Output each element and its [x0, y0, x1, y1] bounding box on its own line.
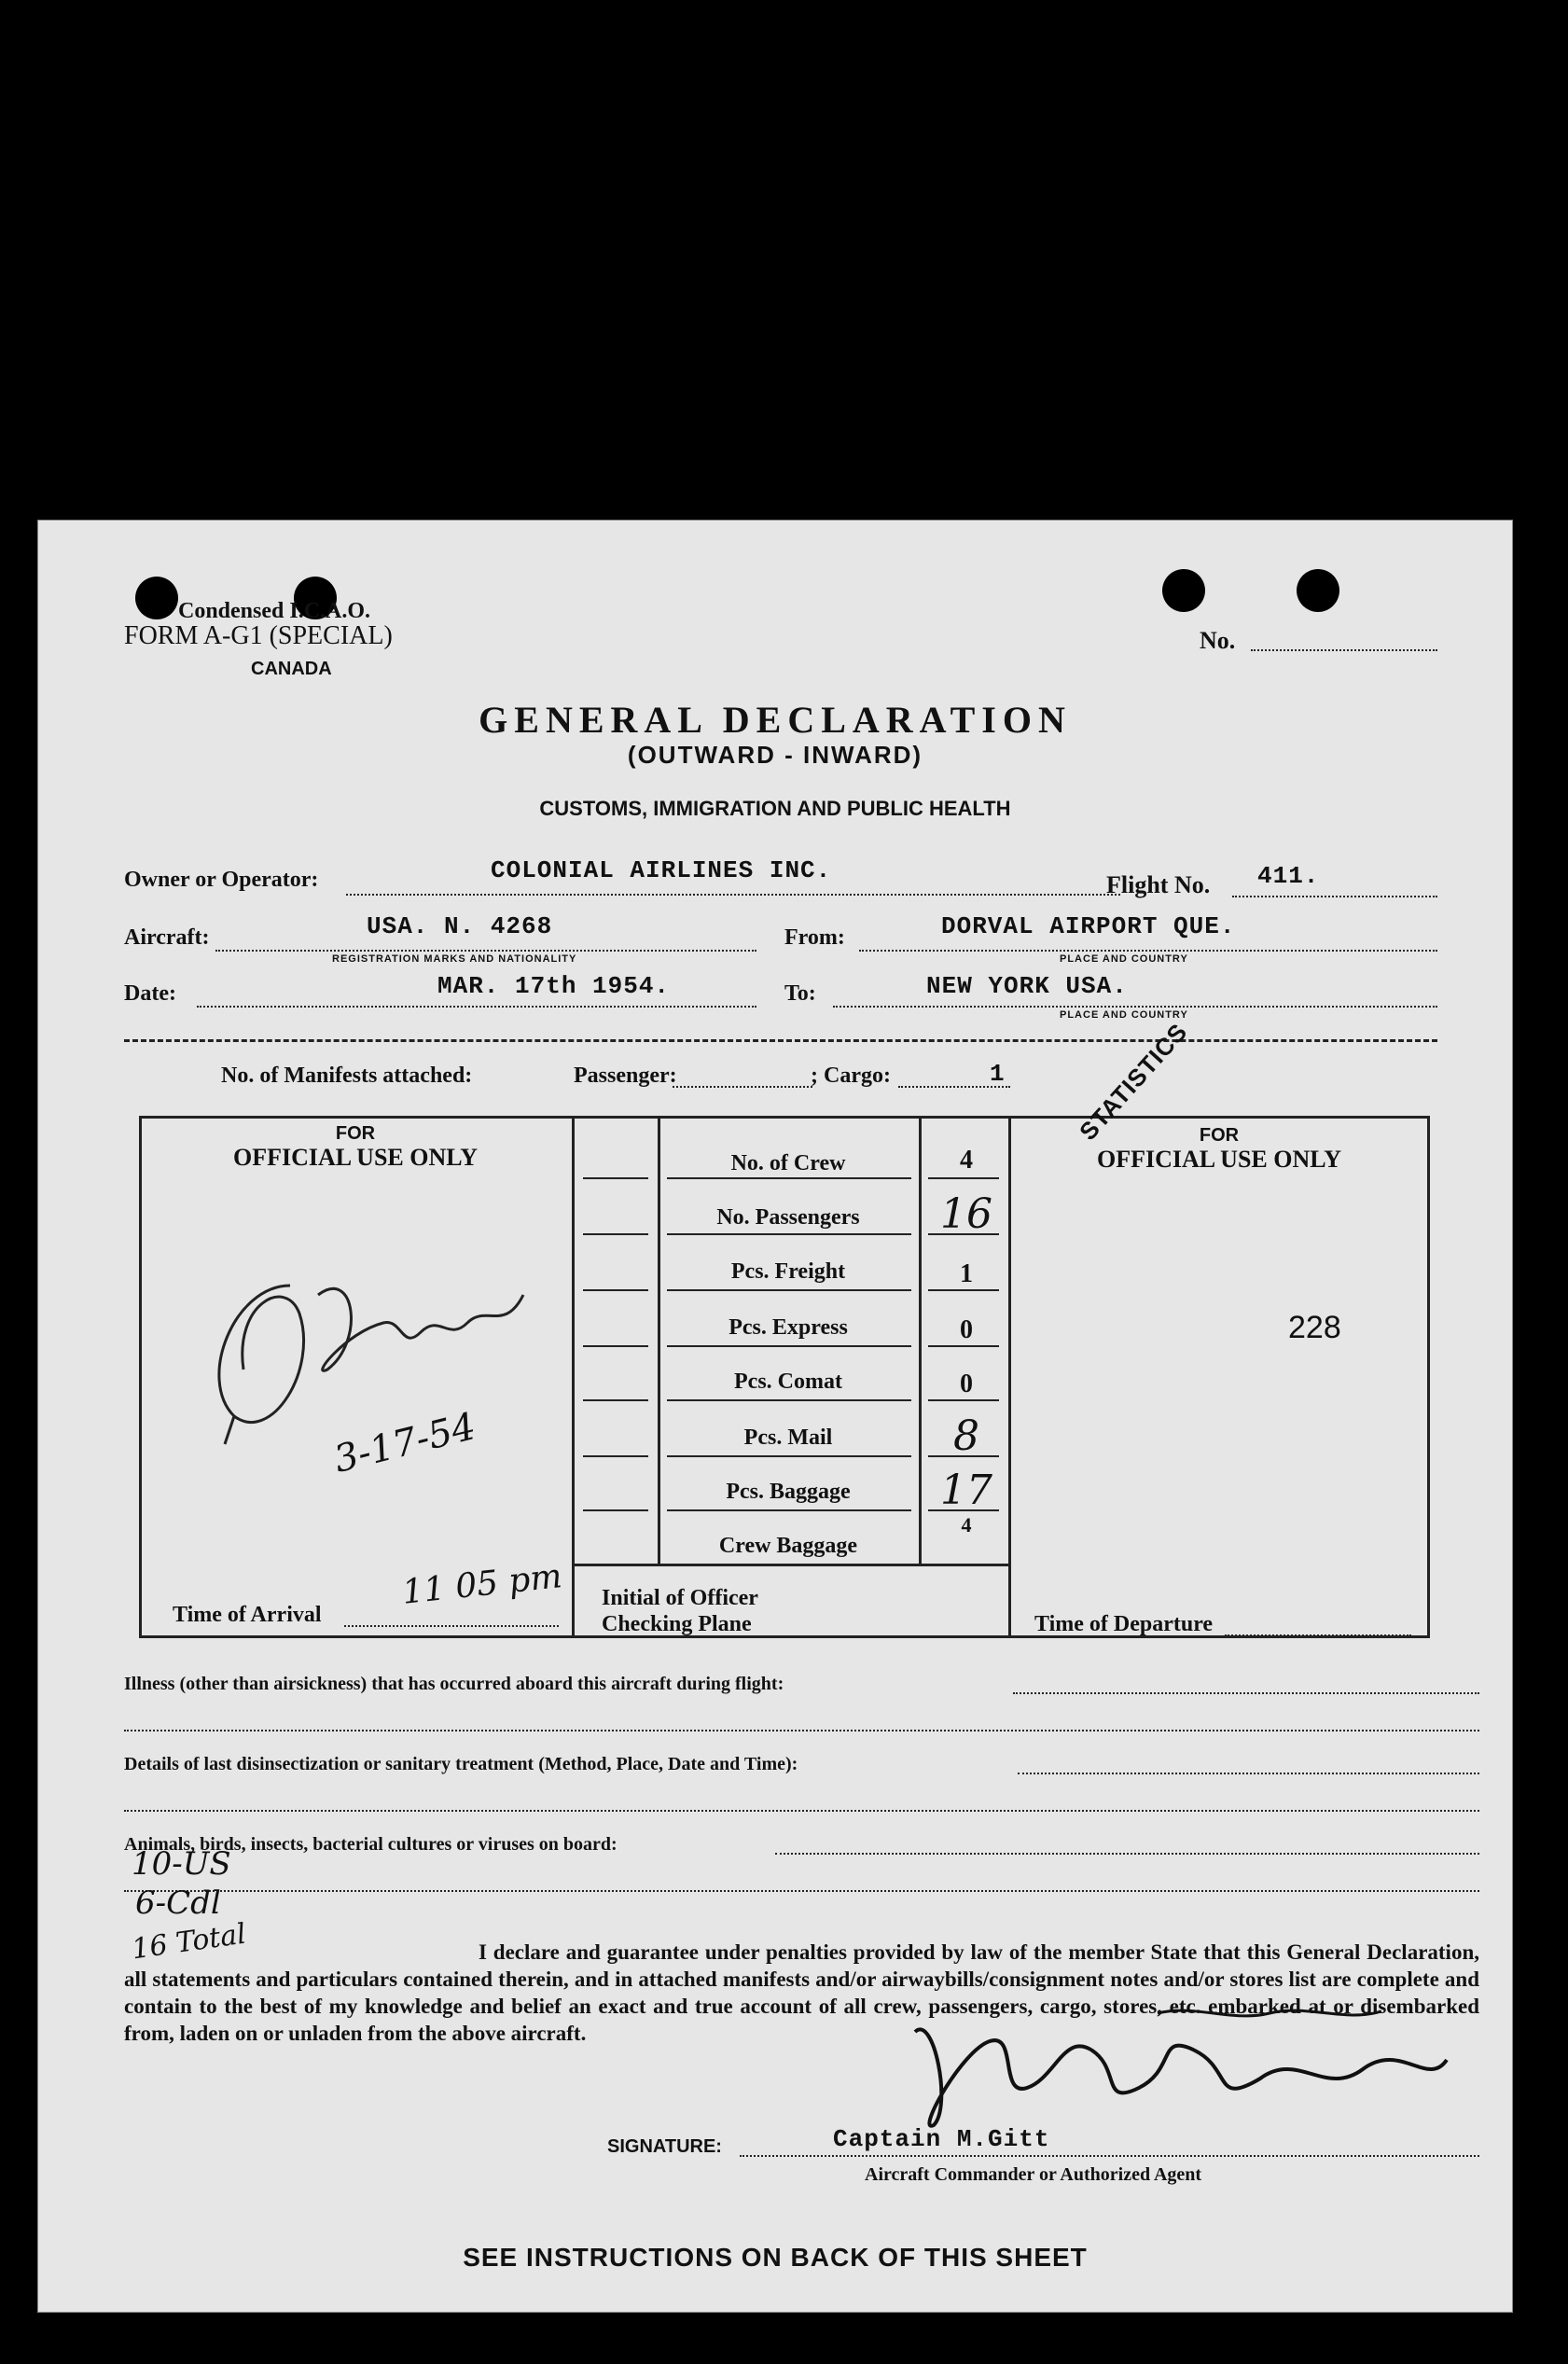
left-box-hand-date: 3-17-54 — [329, 1405, 480, 1481]
row-rule — [667, 1509, 911, 1511]
left-for: FOR — [335, 1123, 376, 1144]
box-divider — [919, 1116, 922, 1564]
hand-note-us: 10-US — [132, 1845, 231, 1883]
declaration-sheet — [37, 520, 1513, 2313]
count-value-mail: 8 — [953, 1412, 979, 1460]
manifests-label: No. of Manifests attached: — [221, 1064, 473, 1088]
signature-value: Captain M.Gitt — [833, 2125, 1050, 2153]
statistics-stamp: STATISTICS — [1074, 1017, 1193, 1147]
time-of-arrival-line — [344, 1625, 559, 1627]
row-rule — [583, 1289, 648, 1291]
initial-officer-label: Initial of Officer — [602, 1586, 758, 1610]
right-for: FOR — [1199, 1125, 1240, 1146]
row-rule — [583, 1345, 648, 1347]
row-rule — [928, 1177, 999, 1179]
to-caption: PLACE AND COUNTRY — [1060, 1009, 1188, 1021]
commander-handwritten-signature — [878, 1995, 1456, 2144]
right-official-title: OFFICIAL USE ONLY — [1097, 1146, 1341, 1173]
row-rule — [667, 1289, 911, 1291]
row-rule — [928, 1455, 999, 1457]
separator-rule — [124, 1039, 1437, 1042]
row-rule — [928, 1509, 999, 1511]
row-rule — [667, 1233, 911, 1235]
date-line — [197, 1006, 756, 1008]
time-of-arrival-label: Time of Arrival — [173, 1603, 322, 1627]
flight-value: 411. — [1257, 862, 1320, 890]
aircraft-line — [215, 950, 756, 952]
date-label: Date: — [124, 981, 176, 1006]
row-rule — [583, 1399, 648, 1401]
row-rule — [928, 1233, 999, 1235]
from-line — [859, 950, 1437, 952]
count-label-baggage: Pcs. Baggage — [726, 1480, 851, 1504]
right-box-number: 228 — [1288, 1310, 1341, 1345]
disinsect-line-2 — [124, 1810, 1479, 1812]
illness-line — [1013, 1692, 1479, 1694]
footer-instructions: SEE INSTRUCTIONS ON BACK OF THIS SHEET — [463, 2243, 1088, 2272]
time-of-departure-line — [1225, 1634, 1411, 1636]
row-rule — [583, 1233, 648, 1235]
punch-hole — [135, 577, 178, 619]
form-no-line — [1251, 649, 1437, 651]
box-divider — [1008, 1116, 1011, 1638]
manifests-passenger-label: Passenger: — [574, 1064, 677, 1088]
form-country: CANADA — [251, 659, 332, 679]
count-value-freight: 1 — [960, 1259, 973, 1288]
time-of-departure-label: Time of Departure — [1034, 1612, 1214, 1636]
row-rule — [928, 1399, 999, 1401]
page-title: GENERAL DECLARATION — [479, 699, 1072, 741]
box-divider — [572, 1564, 1008, 1566]
owner-line — [346, 894, 1120, 896]
count-label-express: Pcs. Express — [728, 1315, 848, 1340]
row-rule — [667, 1345, 911, 1347]
signature-label: SIGNATURE: — [607, 2136, 722, 2157]
from-caption: PLACE AND COUNTRY — [1060, 953, 1188, 965]
punch-hole — [1162, 569, 1205, 612]
left-official-title: OFFICIAL USE ONLY — [233, 1144, 478, 1171]
row-rule — [928, 1345, 999, 1347]
count-value-baggage: 17 — [940, 1467, 992, 1514]
from-value: DORVAL AIRPORT QUE. — [941, 912, 1236, 940]
declaration-text: I declare and guarantee under penalties provided by law of the member State that this General Declaration, all statements and particulars contained therein, and in attached manifests and/or airwaybills/consignment notes and/or stores list are complete and contain to the best of my knowledge and belief an exact and true account of all crew, passengers, cargo, stores, etc. embarked at or disembarked from, laden on or unladen from the above aircraft. — [124, 1940, 1479, 2045]
count-label-mail: Pcs. Mail — [743, 1425, 833, 1450]
time-of-arrival-hand: 11 05 pm — [400, 1557, 564, 1612]
count-value-crew-baggage: 4 — [961, 1513, 972, 1537]
signature-line — [740, 2155, 1479, 2157]
count-label-passengers: No. Passengers — [716, 1205, 860, 1230]
row-rule — [583, 1455, 648, 1457]
punch-hole — [1297, 569, 1339, 612]
hand-note-cdl: 6-Cdl — [135, 1884, 221, 1922]
animals-line — [775, 1853, 1479, 1855]
row-rule — [667, 1399, 911, 1401]
form-org: Condensed I.C.A.O. — [178, 599, 371, 623]
date-value: MAR. 17th 1954. — [437, 972, 671, 1000]
count-value-passengers: 16 — [940, 1190, 992, 1238]
to-label: To: — [784, 981, 816, 1006]
count-value-express: 0 — [960, 1315, 973, 1344]
disinsect-line — [1018, 1773, 1479, 1774]
row-rule — [667, 1455, 911, 1457]
owner-label: Owner or Operator: — [124, 868, 319, 892]
from-label: From: — [784, 925, 845, 950]
count-value-comat: 0 — [960, 1370, 973, 1398]
count-label-freight: Pcs. Freight — [730, 1259, 846, 1284]
row-rule — [583, 1177, 648, 1179]
box-divider — [572, 1116, 575, 1638]
manifests-cargo-label: ; Cargo: — [811, 1064, 891, 1088]
count-label-crew-baggage: Crew Baggage — [718, 1534, 858, 1558]
form-no-label: No. — [1200, 627, 1236, 654]
aircraft-caption: REGISTRATION MARKS AND NATIONALITY — [332, 953, 577, 965]
count-value-crew: 4 — [960, 1146, 973, 1175]
form-number: FORM A-G1 (SPECIAL) — [124, 621, 393, 650]
illness-label: Illness (other than airsickness) that has occurred aboard this aircraft during flight: — [124, 1674, 784, 1694]
row-rule — [667, 1177, 911, 1179]
manifests-cargo-value: 1 — [990, 1060, 1006, 1088]
signature-caption: Aircraft Commander or Authorized Agent — [865, 2164, 1202, 2185]
row-rule — [928, 1289, 999, 1291]
officer-handwritten-signature — [178, 1230, 570, 1453]
count-label-comat: Pcs. Comat — [734, 1370, 842, 1394]
checking-plane-label: Checking Plane — [602, 1612, 752, 1636]
animals-label: Animals, birds, insects, bacterial cultures or viruses on board: — [124, 1834, 617, 1855]
aircraft-value: USA. N. 4268 — [367, 912, 553, 940]
to-line — [833, 1006, 1437, 1008]
disinsect-label: Details of last disinsectization or sanitary treatment (Method, Place, Date and Time): — [124, 1754, 798, 1774]
aircraft-label: Aircraft: — [124, 925, 210, 950]
to-value: NEW YORK USA. — [926, 972, 1128, 1000]
manifests-passenger-line — [673, 1086, 812, 1088]
count-label-crew: No. of Crew — [730, 1151, 846, 1175]
row-rule — [583, 1509, 648, 1511]
illness-line-2 — [124, 1730, 1479, 1731]
page-subtitle: (OUTWARD - INWARD) — [627, 741, 923, 769]
hand-note-total: 16 Total — [130, 1917, 248, 1967]
animals-line-2 — [124, 1890, 1479, 1892]
flight-line — [1232, 896, 1437, 897]
owner-value: COLONIAL AIRLINES INC. — [491, 856, 832, 884]
page-subtitle-2: CUSTOMS, IMMIGRATION AND PUBLIC HEALTH — [539, 797, 1011, 820]
flight-label: Flight No. — [1106, 871, 1211, 898]
